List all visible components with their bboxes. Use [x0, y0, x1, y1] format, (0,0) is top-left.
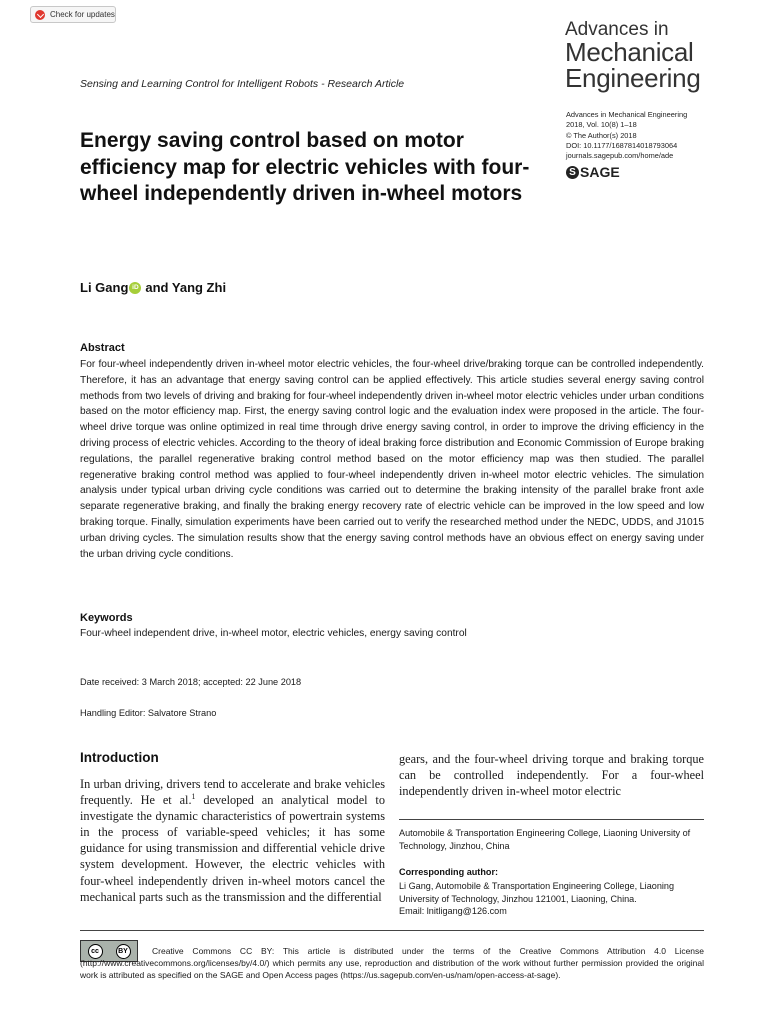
paper-title: Energy saving control based on motor efficiency map for electric vehicles with four-wheel independently driven in-wheel motors: [80, 129, 530, 205]
check-updates-icon: [35, 10, 45, 20]
affiliation: Automobile & Transportation Engineering College, Liaoning University of Technology, Jinzhou, China: [399, 828, 691, 851]
corresponding-author-address: Li Gang, Automobile & Transportation Engineering College, Liaoning University of Technology, Jinzhou 121001, Liaoning, China.: [399, 881, 675, 904]
license-divider: [80, 930, 704, 931]
check-for-updates-badge[interactable]: [30, 6, 116, 23]
corresponding-author-email[interactable]: Email: lnitligang@126.com: [399, 906, 507, 916]
abstract-heading: Abstract: [80, 342, 125, 354]
author-line: [80, 280, 226, 295]
footnote-divider: [399, 819, 704, 820]
keywords-heading: Keywords: [80, 612, 133, 624]
license-text: Creative Commons CC BY: This article is distributed under the terms of the Creative Commons Attribution 4.0 License (http://www.creativecommons.org/licenses/by/4.0/) which permits any use, reproduction and distribution of the work without further permission provided the original work is attributed as specified on the SAGE and Open Access pages (https://us.sagepub.com/en-us/nam/open-access-at-sage).: [80, 946, 704, 981]
meta-volume: 2018, Vol. 10(8) 1–18: [566, 120, 637, 130]
dates-line: Date received: 3 March 2018; accepted: 22 June 2018: [80, 677, 302, 687]
journal-name: [565, 20, 700, 91]
cc-icon: cc: [88, 944, 103, 959]
meta-copyright: © The Author(s) 2018: [566, 130, 637, 140]
meta-journal: Advances in Mechanical Engineering: [566, 110, 688, 119]
introduction-column-1: [80, 776, 385, 905]
intro-text-rest: developed an analytical model to investigate the dynamic characteristics of powertrain systems in the process of variable-speed vehicles; it has some guidance for using transmission and differential vehicle drive system development. However, the electric vehicles with four-wheel independently driven in-wheel motors cancel the mechanical parts such as the transmission and the differential: [80, 793, 385, 904]
corresponding-author-heading: Corresponding author:: [399, 867, 499, 877]
meta-url[interactable]: journals.sagepub.com/home/ade: [566, 151, 674, 161]
sage-logo-text: SAGE: [580, 164, 620, 180]
keywords-body: Four-wheel independent drive, in-wheel motor, electric vehicles, energy saving control: [80, 628, 467, 639]
by-icon: BY: [116, 944, 131, 959]
journal-meta-block: [566, 110, 687, 161]
author-li-gang: Li Gang: [80, 280, 129, 295]
handling-editor-line: Handling Editor: Salvatore Strano: [80, 708, 217, 718]
meta-doi[interactable]: DOI: 10.1177/1687814018793064: [566, 140, 678, 150]
corresponding-author-details: [399, 880, 704, 918]
citation-ref-1[interactable]: 1: [191, 792, 196, 801]
intro-text-start: In urban driving, drivers tend to accelerate and brake vehicles frequently. He et al.: [80, 777, 385, 808]
orcid-icon[interactable]: iD: [129, 282, 141, 294]
journal-name-line2: Mechanical: [565, 37, 694, 67]
author-yang-zhi: and Yang Zhi: [145, 280, 227, 295]
sage-s-icon: S: [566, 166, 579, 179]
check-updates-label: Check for updates: [50, 10, 115, 19]
journal-name-line3: Engineering: [565, 63, 701, 93]
journal-name-line1: Advances in: [565, 19, 669, 40]
introduction-column-2: gears, and the four-wheel driving torque and braking torque can be controlled independently. For a four-wheel independently driven in-wheel motor electric: [399, 752, 704, 799]
abstract-body: For four-wheel independently driven in-wheel motor electric vehicles, the four-wheel drive/braking torque can be controlled independently. Therefore, it has an advantage that energy saving control can be applied effectively. This article studies several energy saving control methods from two levels of driving and braking for four-wheel independently driven in-wheel motor electric vehicles under urban conditions based on the motor efficiency map. First, the energy saving control logic and the evaluation index were proposed in the article. The four-wheel drive torque was online optimized in real time through drive energy saving control, in order to improve the driving efficiency in the driving process of electric vehicles. According to the theory of ideal braking force distribution and Economic Commission of Europe braking regulations, the parallel regenerative braking control method based on the motor efficiency map was then studied. The parallel regenerative braking control method was applied to four-wheel independently driven in-wheel motor electric vehicles. The simulation analysis under typical urban driving cycle conditions was carried out to determine the braking intensity of the parallel brake front axle separate regenerative braking, and finally the braking energy recovery rate of electric vehicle can be improved in the low speed and low braking torque. Finally, simulation experiments have been carried out to verify the researched method under the NEDC, UDDS, and J1015 urban driving cycles. The simulation results show that the energy saving control methods have an obvious effect on energy saving under the urban driving cycle conditions.: [80, 359, 704, 560]
sage-logo: [566, 164, 620, 180]
introduction-heading: Introduction: [80, 750, 159, 765]
article-series-line: Sensing and Learning Control for Intelligent Robots - Research Article: [80, 78, 405, 90]
